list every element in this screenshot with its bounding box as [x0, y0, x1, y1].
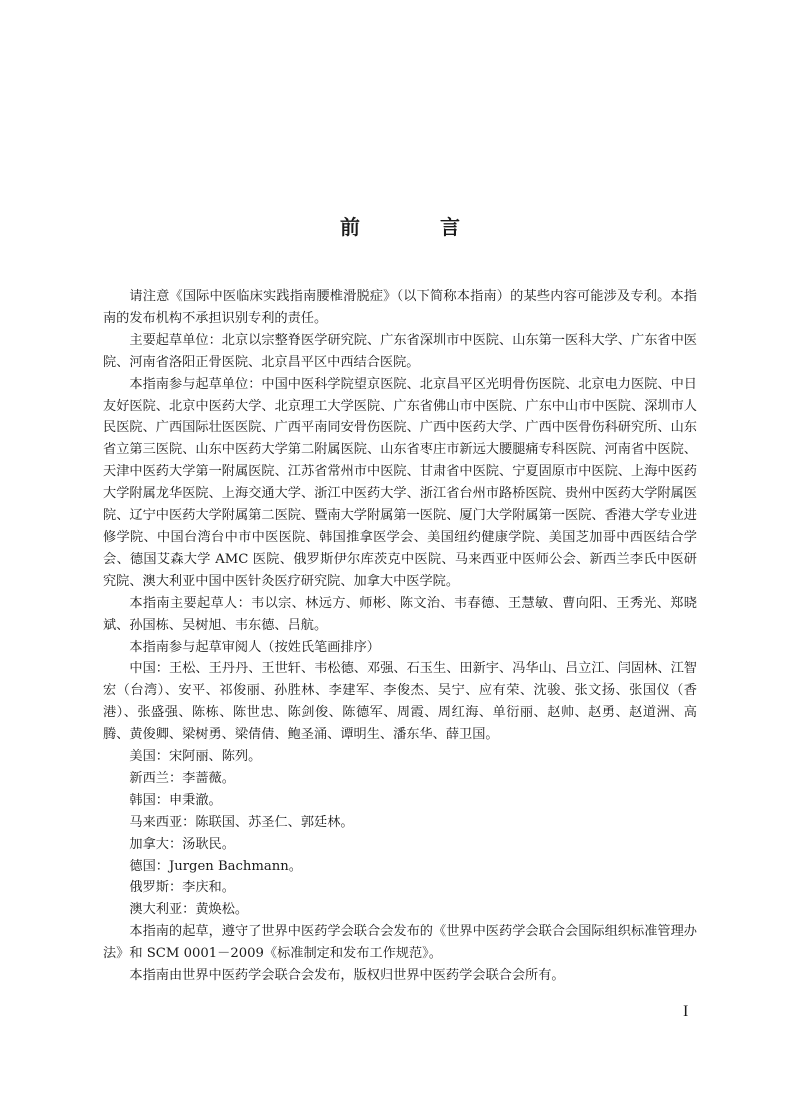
paragraph-participating-units: 本指南参与起草单位：中国中医科学院望京医院、北京昌平区光明骨伤医院、北京电力医院、中日友好医院、北京中医药大学、北京理工大学医院、广东省佛山市中医院、广东中山市中医院、深圳市人民医院、广西国际壮医医院、广西平南同安骨伤医院、广西中医药大学、广西中医骨伤科研究所、山东省立第三医院、山东中医药大学第二附属医院、山东省枣庄市新远大腰腿痛专科医院、河南省中医院、天津中医药大学第一附属医院、江苏省常州市中医院、甘肃省中医院、宁夏固原市中医院、上海中医药大学附属龙华医院、上海交通大学、浙江中医药大学、浙江省台州市路桥医院、贵州中医药大学附属医院、辽宁中医药大学附属第二医院、暨南大学附属第一医院、厦门大学附属第一医院、香港大学专业进修学院、中国台湾台中市中医医院、韩国推拿医学会、美国纽约健康学院、美国芝加哥中西医结合学会、德国艾森大学 AMC 医院、俄罗斯伊尔库茨克中医院、马来西亚中医师公会、新西兰李氏中医研究院、澳大利亚中国中医针灸医疗研究院、加拿大中医学院。 — [103, 376, 697, 589]
page-title: 前 言 — [340, 215, 490, 240]
paragraph-patent-notice: 请注意《国际中医临床实践指南腰椎滑脱症》（以下简称本指南）的某些内容可能涉及专利。本指南的发布机构不承担识别专利的责任。 — [103, 289, 697, 326]
paragraph-reviewers-korea: 韩国：申秉澈。 — [129, 792, 222, 808]
preface-body — [103, 286, 697, 987]
paragraph-reviewers-germany: 德国：Jurgen Bachmann。 — [129, 858, 302, 874]
paragraph-reviewers-china: 中国：王松、王丹丹、王世轩、韦松德、邓强、石玉生、田新宇、冯华山、吕立江、闫固林、江智宏（台湾）、安平、祁俊丽、孙胜林、李建军、李俊杰、吴宁、应有荣、沈骏、张文扬、张国仪（香港）、张盛强、陈栋、陈世忠、陈剑俊、陈德军、周霞、周红海、单衍丽、赵帅、赵勇、赵道洲、高腾、黄俊卿、梁树勇、梁倩倩、鲍圣涌、谭明生、潘东华、薛卫国。 — [103, 661, 697, 743]
paragraph-reviewers-usa: 美国：宋阿丽、陈列。 — [129, 749, 262, 765]
paragraph-reviewers-australia: 澳大利亚：黄焕松。 — [129, 902, 249, 918]
paragraph-reviewers-new-zealand: 新西兰：李蔷薇。 — [129, 770, 235, 786]
paragraph-drafting-compliance: 本指南的起草，遵守了世界中医药学会联合会发布的《世界中医药学会联合会国际组织标准管理办法》和 SCM 0001－2009《标准制定和发布工作规范》。 — [103, 924, 697, 962]
paragraph-reviewers-russia: 俄罗斯：李庆和。 — [129, 880, 235, 896]
paragraph-main-drafters: 本指南主要起草人：韦以宗、林远方、师彬、陈文治、韦春德、王慧敏、曹向阳、王秀光、郑晓斌、孙国栋、吴树旭、韦东德、吕航。 — [103, 595, 697, 633]
paragraph-reviewers-heading: 本指南参与起草审阅人（按姓氏笔画排序） — [129, 639, 380, 655]
paragraph-copyright: 本指南由世界中医药学会联合会发布，版权归世界中医药学会联合会所有。 — [129, 968, 565, 984]
paragraph-main-drafting-units: 主要起草单位：北京以宗整脊医学研究院、广东省深圳市中医院、山东第一医科大学、广东省中医院、河南省洛阳正骨医院、北京昌平区中西结合医院。 — [103, 332, 697, 370]
paragraph-reviewers-canada: 加拿大：汤耿民。 — [129, 836, 235, 852]
paragraph-reviewers-malaysia: 马来西亚：陈联国、苏圣仁、郭廷林。 — [129, 814, 354, 830]
page-number: I — [683, 1003, 689, 1020]
